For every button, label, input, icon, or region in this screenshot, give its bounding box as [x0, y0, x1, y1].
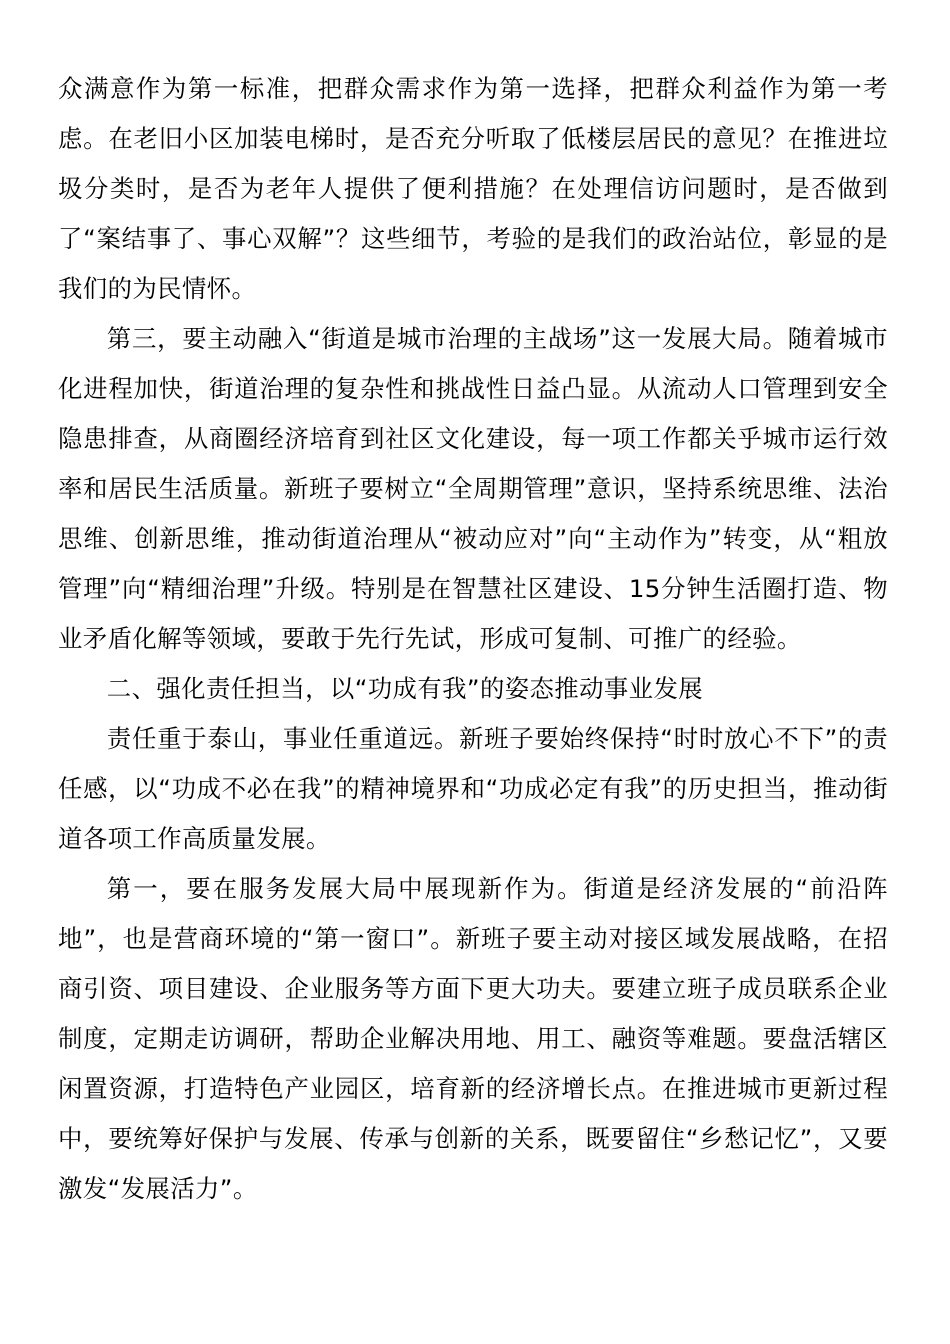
paragraph-development-service: 第一，要在服务发展大局中展现新作为。街道是经济发展的“前沿阵地”，也是营商环境的“第一窗口”。新班子要主动对接区域发展战略，在招商引资、项目建设、企业服务等方面下更大功夫。要建立班子成员联系企业制度，定期走访调研，帮助企业解决用地、用工、融资等难题。要盘活辖区闲置资源，打造特色产业园区，培育新的经济增长点。在推进城市更新过程中，要统筹好保护与发展、传承与创新的关系，既要留住“乡愁记忆”，又要激发“发展活力”。 [58, 874, 888, 1203]
section-heading-responsibility: 二、强化责任担当，以“功成有我”的姿态推动事业发展 [106, 674, 704, 703]
paragraph-continuation: 众满意作为第一标准，把群众需求作为第一选择，把群众利益作为第一考虑。在老旧小区加装电梯时，是否充分听取了低楼层居民的意见？在推进垃圾分类时，是否为老年人提供了便利措施？在处理信访问题时，是否做到了“案结事了、事心双解”？这些细节，考验的是我们的政治站位，彰显的是我们的为民情怀。 [58, 74, 888, 303]
document-page [58, 64, 888, 1214]
paragraph-urban-governance: 第三，要主动融入“街道是城市治理的主战场”这一发展大局。随着城市化进程加快，街道治理的复杂性和挑战性日益凸显。从流动人口管理到安全隐患排查，从商圈经济培育到社区文化建设，每一项工作都关乎城市运行效率和居民生活质量。新班子要树立“全周期管理”意识，坚持系统思维、法治思维、创新思维，推动街道治理从“被动应对”向“主动作为”转变，从“粗放管理”向“精细治理”升级。特别是在智慧社区建设、15分钟生活圈打造、物业矛盾化解等领域，要敢于先行先试，形成可复制、可推广的经验。 [58, 324, 888, 653]
paragraph-responsibility-intro: 责任重于泰山，事业任重道远。新班子要始终保持“时时放心不下”的责任感，以“功成不必在我”的精神境界和“功成必定有我”的历史担当，推动街道各项工作高质量发展。 [58, 724, 888, 853]
